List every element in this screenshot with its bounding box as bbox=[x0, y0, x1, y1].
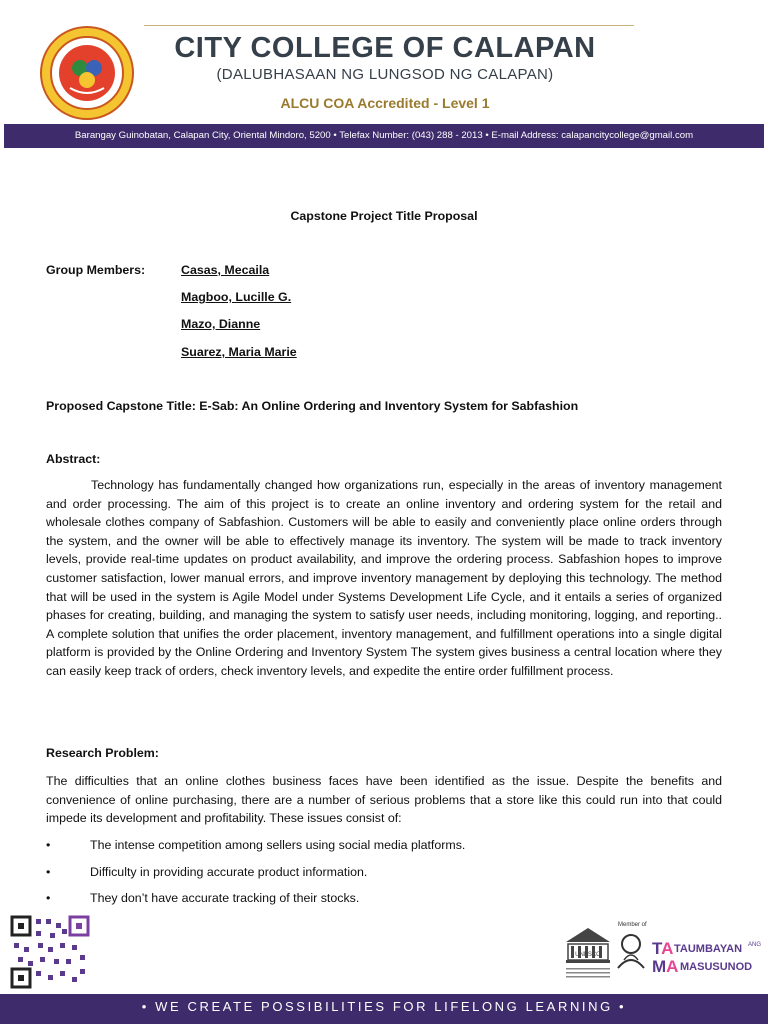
taumbayan-top: TAUMBAYAN bbox=[674, 943, 743, 955]
address-bar: Barangay Guinobatan, Calapan City, Oriental Mindoro, 5200 • Telefax Number: (043) 288 - 2013 • E-mail Address: calapancitycollege@gmail.com bbox=[4, 124, 764, 148]
list-item bbox=[46, 836, 722, 863]
college-subtitle: (DALUBHASAAN NG LUNGSOD NG CALAPAN) bbox=[216, 66, 554, 83]
research-problem-text: The difficulties that an online clothes business faces have been identified as the issue. Despite the benefits and convenience of online purchasing, there are a number of serious problems that a store like this could run into that could impede its development and profitability. These issues consist of: bbox=[46, 774, 722, 826]
list-item-text: Difficulty in providing accurate product information. bbox=[90, 864, 368, 879]
bullet-icon: • bbox=[46, 891, 51, 905]
list-item-text: The intense competition among sellers using social media platforms. bbox=[90, 838, 466, 852]
accreditation: ALCU COA Accredited - Level 1 bbox=[280, 95, 490, 111]
svg-text:TA: TA bbox=[652, 939, 674, 958]
footer-slogan: • WE CREATE POSSIBILITIES FOR LIFELONG LEARNING • bbox=[0, 994, 768, 1024]
taumbayan-bottom: MASUSUNOD bbox=[680, 961, 753, 973]
associated-schools-icon bbox=[610, 930, 652, 972]
member-name: Casas, Mecaila bbox=[181, 263, 270, 277]
abstract-label: Abstract: bbox=[46, 452, 101, 466]
member-name: Magboo, Lucille G. bbox=[181, 290, 292, 304]
college-seal-icon bbox=[40, 26, 134, 120]
bullet-icon: • bbox=[46, 838, 51, 852]
document-title: Capstone Project Title Proposal bbox=[290, 209, 478, 223]
group-members-label: Group Members: bbox=[46, 263, 146, 277]
research-problem-label: Research Problem: bbox=[46, 746, 159, 760]
svg-text:MA: MA bbox=[652, 957, 679, 976]
member-name: Suarez, Maria Marie bbox=[181, 345, 297, 359]
taumbayan-ang: ANG bbox=[748, 942, 762, 948]
list-item bbox=[46, 889, 722, 916]
letterhead bbox=[0, 0, 768, 122]
qr-code-icon bbox=[10, 915, 90, 989]
member-of-label: Member of bbox=[618, 922, 647, 928]
abstract-text: Technology has fundamentally changed how organizations run, especially in the areas of inventory management and order processing. The aim of this project is to create an online inventory and ordering system for the retail and wholesale clothes company of Sabfashion. Customers will be able to easily and conveniently place online orders through the system, and the owner will be able to effectively manage its inventory. The system will be made to track inventory levels, provide real-time updates on product availability, and improve the ordering process. Sabfashion hopes to improve customer satisfaction, lower manual errors, and improve inventory management by deploying this technology. The method that will be used in the system is Agile Model under Systems Development Life Cycle, and it entails a series of organized phases for creating, building, and managing the system to satisfy user needs, including monitoring, logging, and reporting.. A complete solution that unifies the order placement, inventory management, and fulfillment operations into a single digital platform is provided by the Online Ordering and Inventory System The system gives business a central location where they can easily keep track of orders, check inventory levels, and expedite the entire order fulfillment process. bbox=[46, 478, 722, 678]
list-item bbox=[46, 863, 722, 890]
member-name: Mazo, Dianne bbox=[181, 317, 261, 331]
bullet-icon: • bbox=[46, 864, 51, 879]
header-rule bbox=[144, 25, 634, 26]
issue-list bbox=[46, 836, 722, 916]
list-item-text: They don’t have accurate tracking of their stocks. bbox=[90, 891, 360, 905]
unesco-text: UNESCO bbox=[575, 952, 601, 958]
college-name: CITY COLLEGE OF CALAPAN bbox=[174, 32, 596, 64]
proposed-title: Proposed Capstone Title: E-Sab: An Online Ordering and Inventory System for Sabfashion bbox=[46, 399, 579, 413]
taumbayan-logo bbox=[652, 936, 764, 976]
